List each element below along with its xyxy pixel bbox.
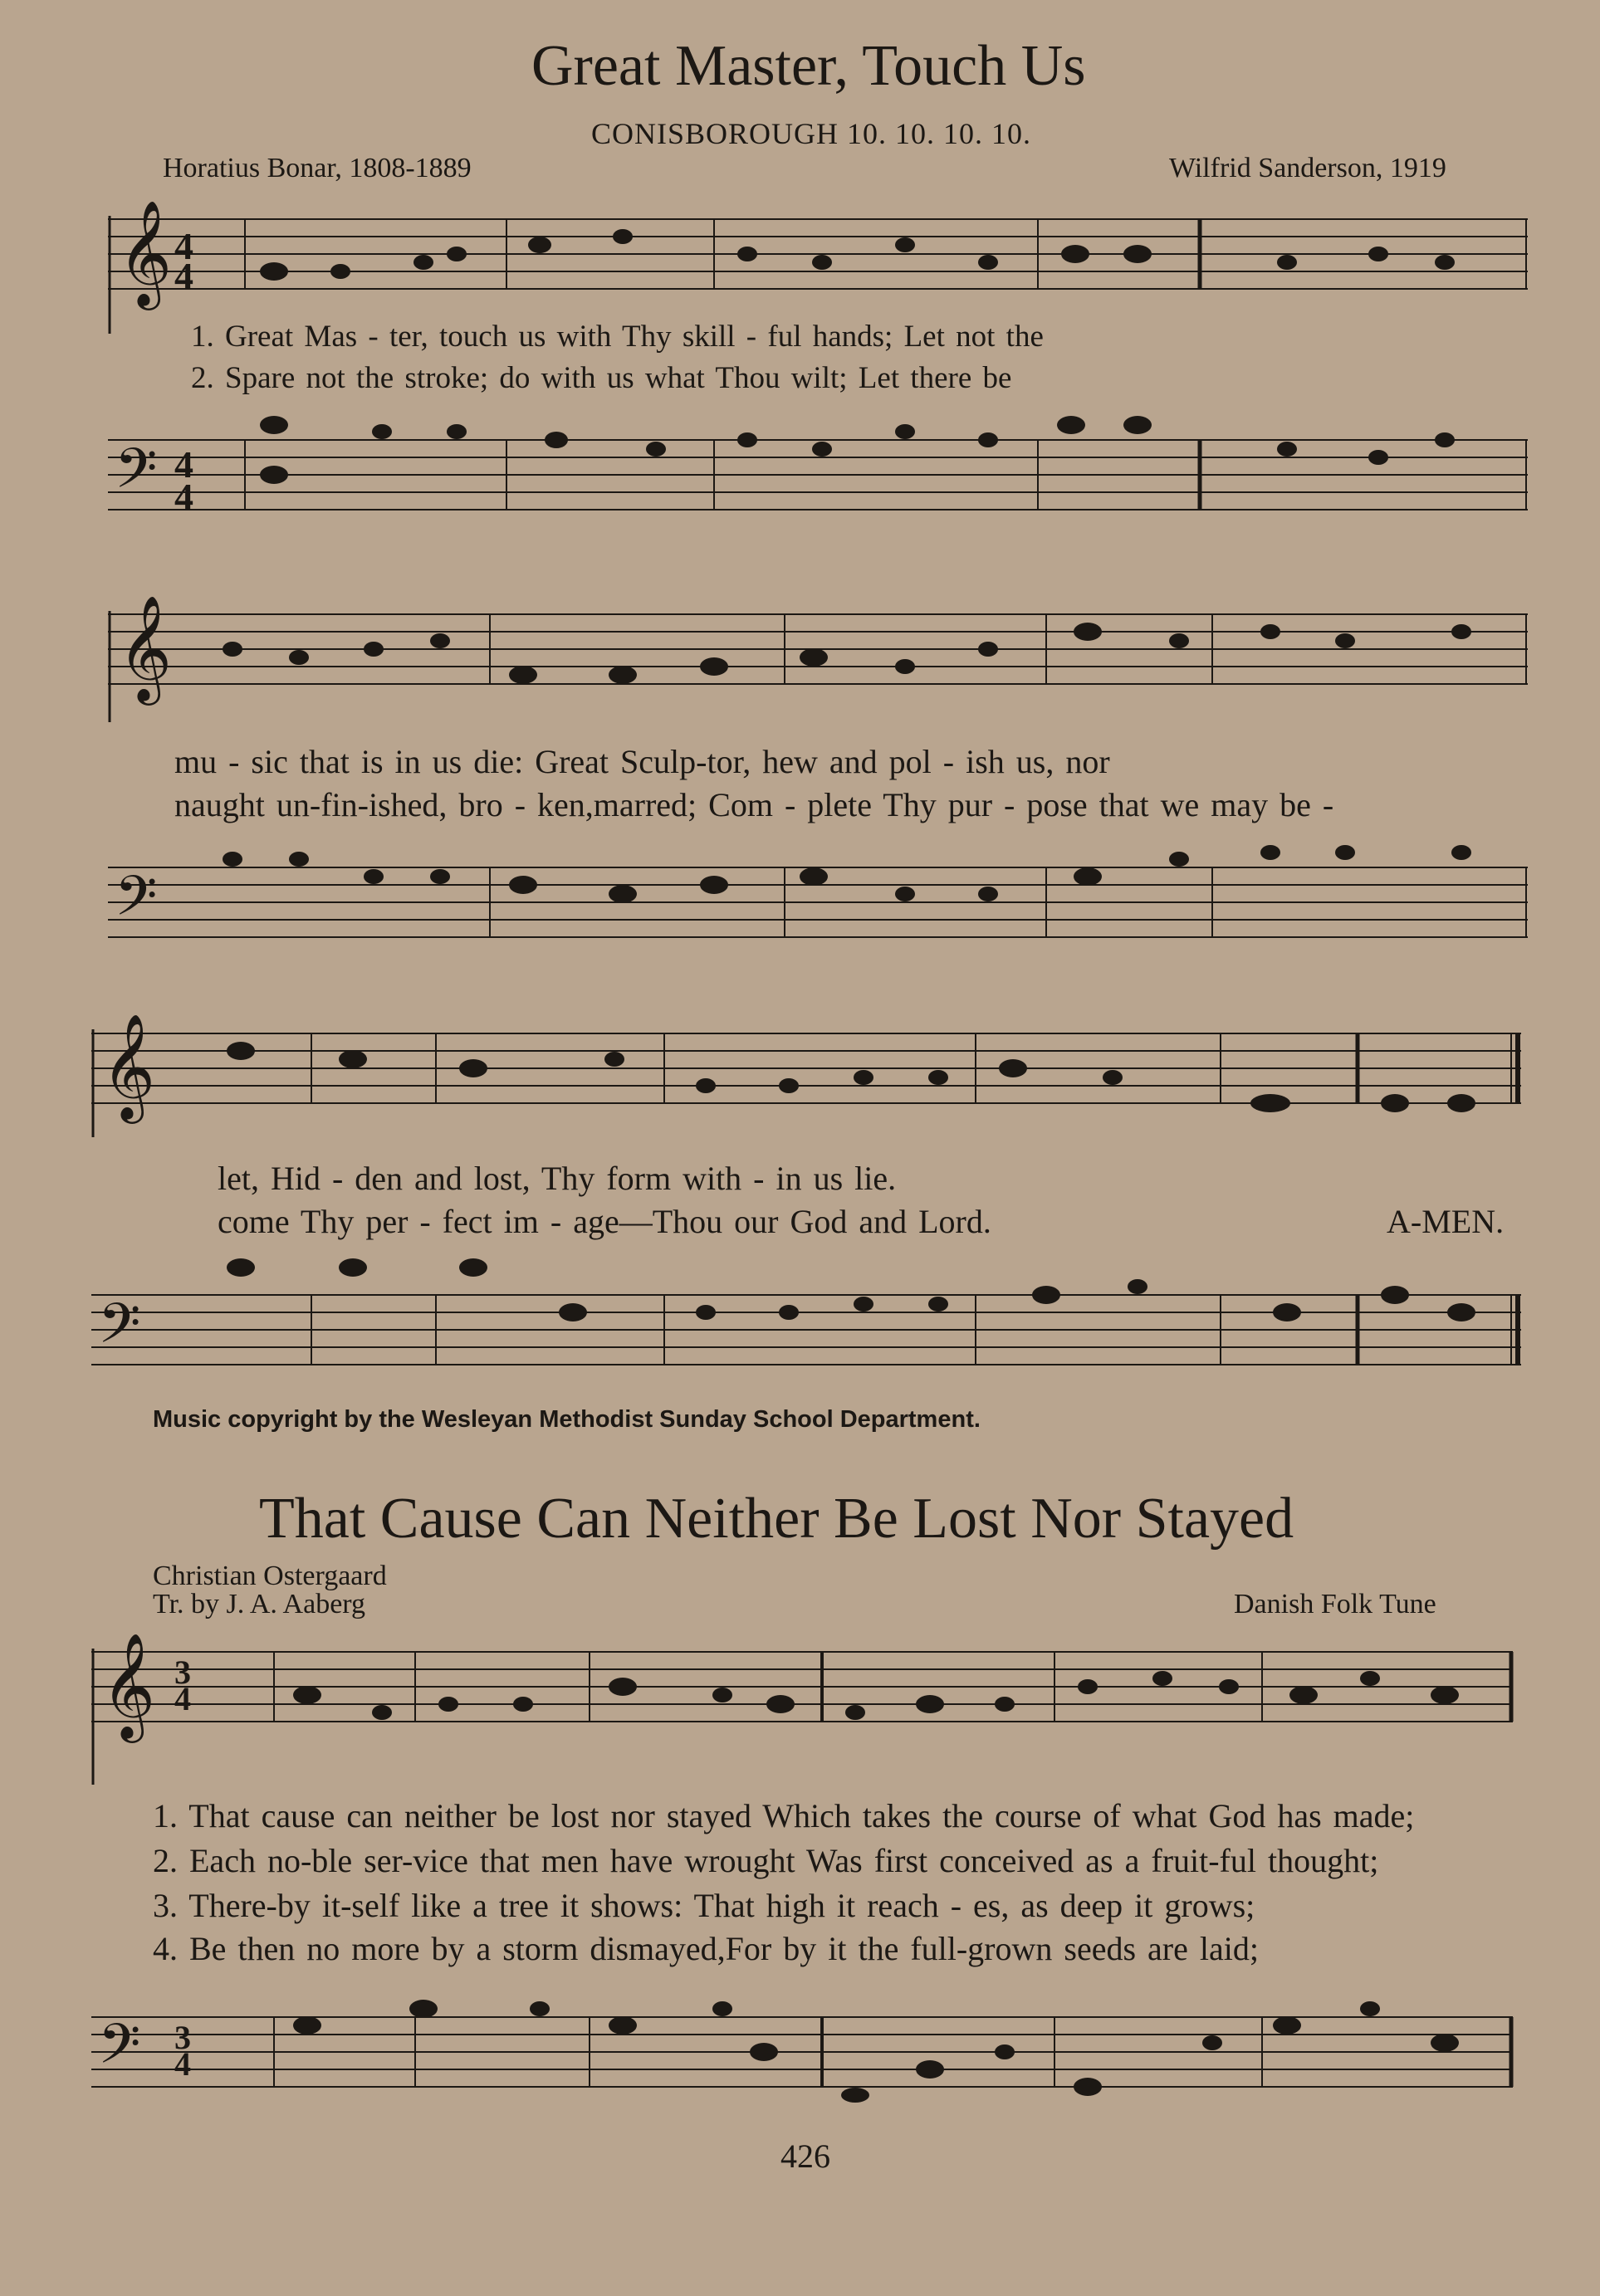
- svg-text:3: 3: [174, 1654, 191, 1691]
- hymn1-system3-verse2: come Thy per - fect im - age—Thou our God and Lord.: [218, 1203, 991, 1240]
- svg-text:𝄞: 𝄞: [118, 203, 173, 304]
- svg-text:𝄞: 𝄞: [101, 1016, 156, 1117]
- page-number: 426: [780, 2137, 830, 2175]
- svg-text:𝄢: 𝄢: [115, 440, 158, 513]
- hymn2-title: That Cause Can Neither Be Lost Nor Stayed: [259, 1487, 1294, 1551]
- svg-text:3: 3: [174, 2019, 191, 2056]
- svg-text:4: 4: [174, 255, 193, 297]
- hymn1-system1-treble-staff: [108, 193, 1528, 334]
- hymn2-treble-staff: [91, 1619, 1528, 1785]
- svg-text:𝄞: 𝄞: [101, 1635, 156, 1737]
- hymn1-system1-bass-staff: [108, 407, 1528, 548]
- hymn1-author: Horatius Bonar, 1808-1889: [163, 153, 472, 183]
- hymn1-composer: Wilfrid Sanderson, 1919: [1169, 153, 1446, 183]
- hymn1-system2-treble-staff: [108, 581, 1528, 722]
- hymn2-verse3: 3. There-by it-self like a tree it shows: That high it reach - es, as deep it grows;: [153, 1887, 1255, 1924]
- hymn1-system2-verse1: mu - sic that is in us die: Great Sculp-tor, hew and pol - ish us, nor: [174, 743, 1110, 780]
- hymn2-translator: Tr. by J. A. Aaberg: [153, 1589, 365, 1619]
- hymn1-system2-bass-staff: [108, 834, 1528, 975]
- svg-text:𝄢: 𝄢: [115, 867, 158, 940]
- svg-text:4: 4: [174, 476, 193, 518]
- svg-text:4: 4: [174, 225, 193, 267]
- hymn1-tune-meter: CONISBOROUGH 10. 10. 10. 10.: [591, 117, 1032, 150]
- hymn2-verse2: 2. Each no-ble ser-vice that men have wrought Was first conceived as a fruit-ful thought;: [153, 1842, 1379, 1879]
- hymn1-system3-bass-staff: [91, 1249, 1528, 1390]
- hymn1-system2-verse2: naught un-fin-ished, bro - ken,marred; Com - plete Thy pur - pose that we may be -: [174, 786, 1334, 823]
- hymn1-system3-verse1: let, Hid - den and lost, Thy form with - in us lie.: [218, 1160, 897, 1197]
- hymn1-system1-verse2: 2. Spare not the stroke; do with us what Thou wilt; Let there be: [191, 361, 1012, 395]
- hymn2-verse4: 4. Be then no more by a storm dismayed,For by it the full-grown seeds are laid;: [153, 1930, 1259, 1967]
- hymn1-system3-treble-staff: [91, 996, 1528, 1137]
- hymn1-amen: A-MEN.: [1387, 1203, 1505, 1240]
- svg-text:𝄢: 𝄢: [98, 2015, 141, 2088]
- hymn1-title: Great Master, Touch Us: [531, 34, 1086, 98]
- hymn2-composer: Danish Folk Tune: [1234, 1589, 1436, 1619]
- svg-text:𝄞: 𝄞: [118, 598, 173, 699]
- svg-text:𝄢: 𝄢: [98, 1295, 141, 1368]
- svg-text:4: 4: [174, 443, 193, 486]
- hymn2-verse1: 1. That cause can neither be lost nor stayed Which takes the course of what God has made;: [153, 1797, 1415, 1834]
- svg-text:4: 4: [174, 2045, 191, 2083]
- hymn1-system1-verse1: 1. Great Mas - ter, touch us with Thy skill - ful hands; Let not the: [191, 320, 1044, 354]
- hymn2-bass-staff: [91, 1976, 1528, 2117]
- hymn2-author: Christian Ostergaard: [153, 1561, 387, 1591]
- hymn1-copyright: Music copyright by the Wesleyan Methodist Sunday School Department.: [153, 1406, 981, 1433]
- svg-text:4: 4: [174, 1680, 191, 1717]
